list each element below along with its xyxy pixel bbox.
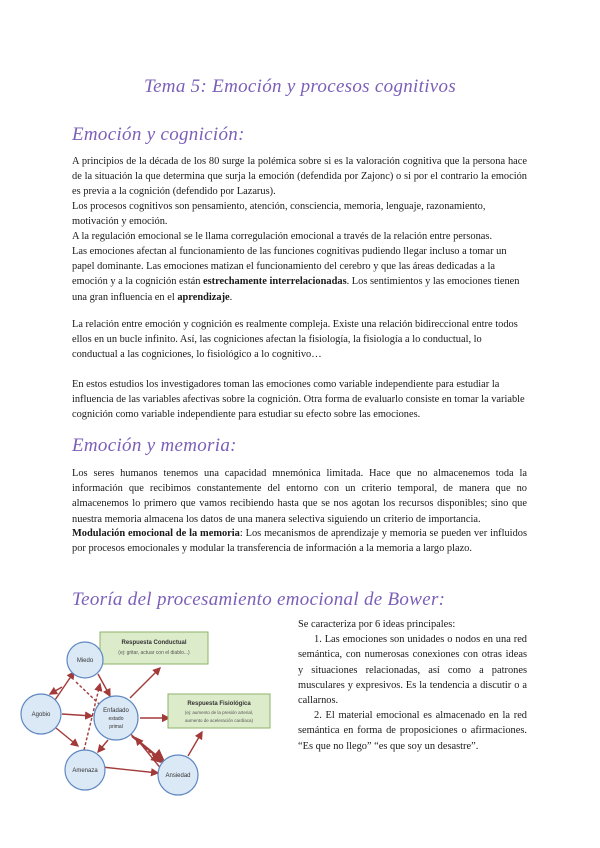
box-conductual-text: (ej: gritar, actuar con el diablo...) [118, 650, 190, 656]
bower-network-diagram [12, 622, 292, 847]
node-miedo-label: Miedo [76, 658, 94, 664]
section-heading-bower: Teoría del procesamiento emocional de Bower: [72, 589, 446, 610]
box-fisiologica-text2: aumento de aceleración cardíaca) [184, 718, 254, 723]
box-respuesta-fisiologica [168, 694, 270, 728]
arrow-enfadado-conductual [130, 668, 160, 698]
bold-aprendizaje: aprendizaje [177, 291, 230, 303]
box-fisiologica-title: Respuesta Fisiológica [187, 701, 251, 707]
node-amenaza-label: Amenaza [72, 768, 98, 774]
section-heading-emocion-cognicion: Emoción y cognición: [72, 124, 245, 145]
node-agobio-label: Agobio [31, 712, 51, 718]
paragraph-modulacion-emocional [72, 526, 527, 556]
section-heading-emocion-memoria: Emoción y memoria: [72, 435, 237, 456]
bold-interrelacionadas: estrechamente interrelacionadas [203, 276, 347, 288]
box-fisiologica-text1: (ej: aumento de la presión arterial, [184, 710, 254, 715]
text-segment: . Los sentimientos y las emociones tienen una gran influencia en el [72, 276, 520, 303]
node-enfadado-sub2: primal [109, 724, 123, 730]
bold-modulacion: Modulación emocional de la memoria [72, 528, 240, 539]
paragraph-corregulacion: A la regulación emocional se le llama corregulación emocional a través de la relación entre personas. [72, 231, 493, 242]
text-segment: . [229, 291, 233, 303]
box-respuesta-conductual [100, 632, 208, 664]
paragraph-emociones-funciones [72, 244, 527, 305]
paragraph-procesos-cognitivos: Los procesos cognitivos son pensamiento, atención, consciencia, memoria, lenguaje, razonamiento, motivación y emoción. [72, 201, 486, 228]
arrow-enfadado-amenaza [98, 740, 108, 752]
paragraph-capacidad-mnemonica: Los seres humanos tenemos una capacidad mnemónica limitada. Hace que no almacenemos toda la información que recibimos constantemente del entorno con un criterio temporal, de manera que no almacenemos lo primero que vamos recibiendo hasta que se nos agotan los recursos disponibles; sino que nuestra memoria almacena los datos de una manera selectiva siguiendo un criterio de importancia. [72, 468, 527, 525]
paragraph-relacion-bidireccional: La relación entre emoción y cognición es realmente compleja. Existe una relación bidireccional entre todos ellos en un bucle infinito. Así, las cogniciones afectan la fisiología, la fisiología a lo conductual, lo conductual a las cogniciones, lo fisiológico a lo cognitivo… [72, 319, 518, 361]
arrow-agobio-amenaza [56, 728, 78, 746]
bower-idea-1: 1. Las emociones son unidades o nodos en una red semántica, con numerosas conexiones con otras ideas y situaciones relacionadas, así como a patrones musculares y expresivos. Es la tendencia a discutir o a callarnos. [298, 634, 527, 707]
text-segment: : Los mecanismos de aprendizaje y memoria se pueden ver influidos por procesos emocionales y modular la transferencia de información a la memoria a largo plazo. [72, 528, 528, 555]
node-enfadado-sub1: estado [108, 716, 124, 722]
node-enfadado-label: Enfadado [103, 708, 129, 714]
box-conductual-title: Respuesta Conductual [121, 640, 187, 646]
arrow-agobio-miedo [55, 672, 74, 700]
node-ansiedad-label: Ansiedad [165, 773, 191, 779]
bower-idea-2: 2. El material emocional es almacenado en la red semántica en forma de proposiciones o afirmaciones. “Es que no llego” “es que soy un desastre”. [298, 710, 527, 752]
arrow-ansiedad-fisiologica [188, 732, 202, 756]
paragraph-zajonc-lazarus: A principios de la década de los 80 surge la polémica sobre si es la valoración cognitiva que la persona hace de la situación la que determina que surja la emoción (defendida por Zajonc) o si por el contrario la emoción es previa a la cognición (defendido por Lazarus). [72, 156, 527, 198]
arrow-ansiedad-enfadado [136, 738, 162, 770]
bower-ideas-list [298, 617, 527, 754]
arrow-agobio-enfadado [62, 714, 92, 716]
text-segment: Las emociones afectan al funcionamiento de las funciones cognitivas pudiendo llegar incluso a tomar un papel dominante. Las emociones matizan el funcionamiento del cerebro y que las áreas dedicadas a la emoción y a la cognición están [72, 246, 507, 288]
page-title: Tema 5: Emoción y procesos cognitivos [143, 76, 457, 97]
bower-intro: Se caracteriza por 6 ideas principales: [298, 619, 456, 630]
paragraph-variable-independiente: En estos estudios los investigadores toman las emociones como variable independiente para estudiar la influencia de las variables afectivas sobre la cognición. Otra forma de evaluarlo consiste en tomar la variable cognición como variable independiente para estudiar su efecto sobre las emociones. [72, 379, 525, 421]
arrow-amenaza-ansiedad [102, 767, 158, 773]
